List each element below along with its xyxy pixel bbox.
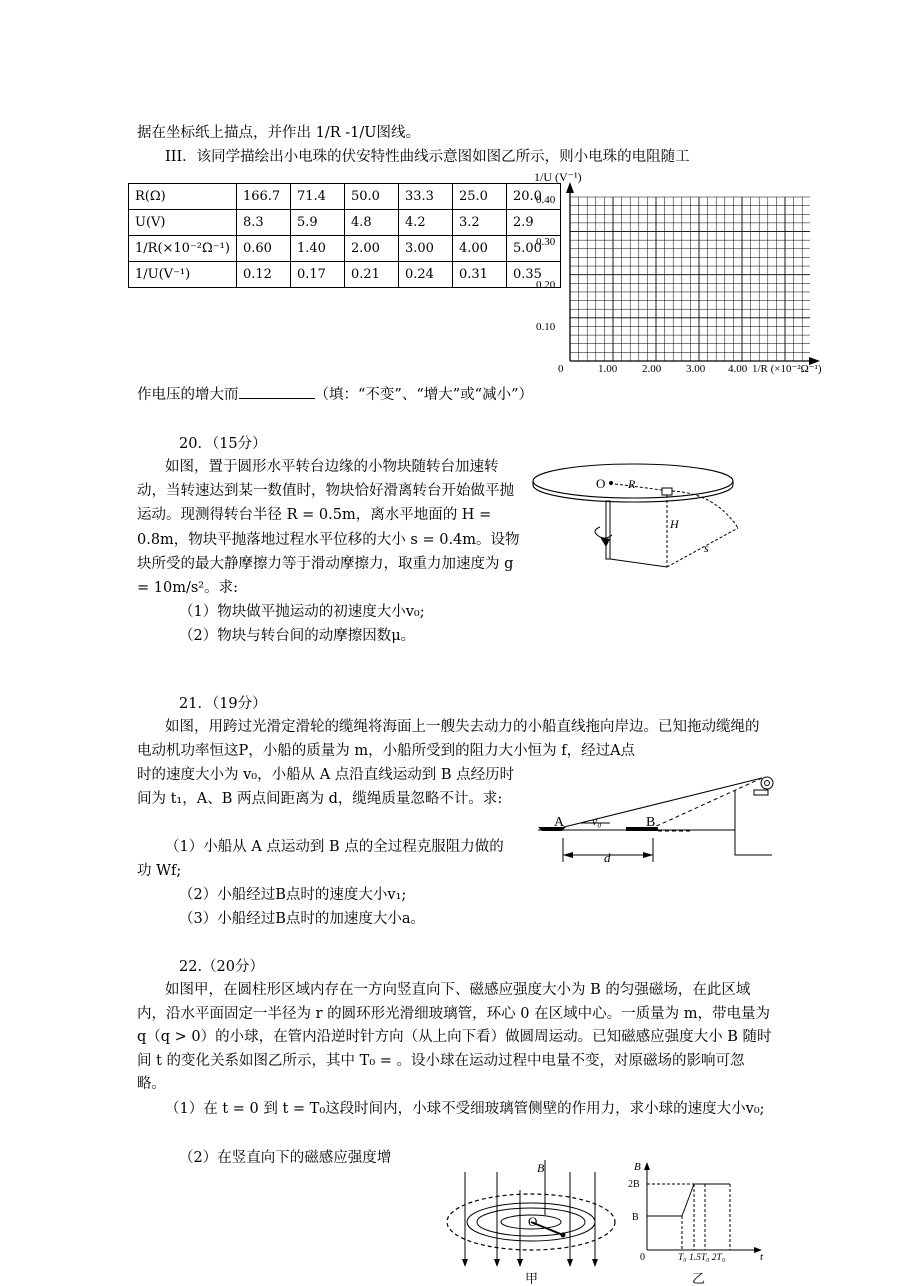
table-cell: 0.31: [452, 262, 506, 288]
y-tick-label: 0.20: [536, 279, 556, 291]
ring-figure: [445, 1160, 625, 1286]
table-row: [129, 210, 561, 236]
x-ticks: T₀ 1.5T₀ 2T₀: [678, 1253, 726, 1263]
point-b-label: B: [646, 815, 656, 830]
boat-figure: [530, 770, 775, 865]
table-cell: 25.0: [452, 184, 506, 210]
grid-chart: [530, 165, 860, 380]
y-axis-label: 1/U (V⁻¹): [534, 170, 582, 184]
cable-a: [556, 778, 762, 829]
b-rise: [682, 1184, 694, 1216]
shore: [735, 790, 772, 855]
x-axis-label: t: [760, 1251, 764, 1263]
q20-item-2: （2）物块与转台间的动摩擦因数μ。: [179, 628, 416, 644]
center-dot: [609, 481, 613, 485]
figure-caption: 甲: [525, 1271, 539, 1286]
intro-line-2: III．该同学描绘出小电珠的伏安特性曲线示意图如图乙所示，则小电珠的电阻随工: [165, 149, 690, 165]
q22-item-1: （1）在 t = 0 到 t = T₀这段时间内，小球不受细玻璃管侧壁的作用力，求小球的速度大小v₀;: [165, 1101, 765, 1117]
table-cell: 0.60: [236, 236, 290, 262]
b-t-graph: [628, 1160, 773, 1286]
origin-label: 0: [558, 363, 564, 375]
table-cell: 1/R(×10⁻²Ω⁻¹): [129, 236, 237, 262]
pulley-axle: [765, 781, 770, 786]
pulley: [761, 777, 773, 789]
y-tick-label: 0.10: [536, 321, 556, 333]
table-cell: 5.00: [506, 236, 560, 262]
x-tick-label: 1.00: [598, 363, 618, 375]
q20-item-1: （1）物块做平抛运动的初速度大小v₀;: [179, 604, 425, 620]
table-cell: 3.2: [452, 210, 506, 236]
x-tick-label: 2.00: [642, 363, 662, 375]
turntable-figure: [530, 455, 770, 575]
table-cell: 3.00: [398, 236, 452, 262]
intro-line-3-suffix: （填：“不变”、“增大”或“减小”）: [314, 387, 533, 403]
table-cell: 50.0: [344, 184, 398, 210]
field-arrowhead: [592, 1259, 598, 1267]
q21-item-1: （1）小船从 A 点运动到 B 点的全过程克服阻力做的功 Wf;: [137, 839, 504, 879]
intro-line-1: 据在坐标纸上描点，并作出 1/R -1/U图线。: [137, 125, 420, 141]
q21-item-3: （3）小船经过B点时的加速度大小a。: [179, 911, 426, 927]
field-arrowhead: [462, 1259, 468, 1267]
table-cell: 4.2: [398, 210, 452, 236]
origin-label: 0: [640, 1252, 645, 1263]
y-tick-2b: 2B: [628, 1179, 640, 1190]
x-tick-label: 3.00: [686, 363, 706, 375]
table-cell: 0.21: [344, 262, 398, 288]
field-arrowhead: [567, 1259, 573, 1267]
field-arrowhead: [517, 1259, 523, 1267]
q22-body: 如图甲，在圆柱形区域内存在一方向竖直向下、磁感应强度大小为 B 的匀强磁场，在此区域内，沿水平面固定一半径为 r 的圆环形光滑细玻璃管，环心 0 在区域中心。一质量为 m，带电量为 q（q > 0）的小球，在管内沿逆时针方向（从上向下看）做圆周运动。已知磁感应强度大小 B 随时间 t 的变化关系如图乙所示，其中 T₀ = 。设小球在运动过程中电量不变，对原磁场的影响可忽略。: [137, 982, 772, 1092]
intro-line-3-prefix: 作电压的增大而: [137, 387, 239, 403]
table-cell: 20.0: [506, 184, 560, 210]
table-cell: 4.00: [452, 236, 506, 262]
table-cell: 2.00: [344, 236, 398, 262]
table-cell: 71.4: [290, 184, 344, 210]
table-cell: 2.9: [506, 210, 560, 236]
height-label: H: [670, 517, 679, 531]
table-cell: R(Ω): [129, 184, 237, 210]
table-cell: U(V): [129, 210, 237, 236]
point-a-label: A: [554, 815, 565, 830]
ring-center-label: O: [528, 1214, 538, 1229]
distance-arrowhead-right: [643, 852, 653, 858]
data-table: [128, 183, 561, 288]
grid-lines: [570, 197, 810, 361]
table-cell: 33.3: [398, 184, 452, 210]
ground-line: [610, 559, 667, 567]
y-tick-b: B: [632, 1212, 639, 1223]
field-label: B: [537, 1161, 545, 1175]
table-cell: 0.12: [236, 262, 290, 288]
q21-body-2: 时的速度大小为 v₀，小船从 A 点沿直线运动到 B 点经历时间为 t₁，A、B 两点间距离为 d，缆绳质量忽略不计。求:: [137, 767, 515, 807]
table-row: [129, 184, 561, 210]
table-cell: 0.24: [398, 262, 452, 288]
y-axis-arrow: [644, 1162, 650, 1170]
table-row: [129, 262, 561, 288]
table-cell: 1.40: [290, 236, 344, 262]
table-cell: 0.35: [506, 262, 560, 288]
x-axis-label: 1/R (×10⁻²Ω⁻¹): [752, 363, 822, 375]
distance-arrowhead-left: [563, 852, 573, 858]
field-arrowhead: [494, 1259, 500, 1267]
displacement-line: [667, 528, 738, 567]
cable-b: [650, 778, 762, 829]
center-label: O: [596, 476, 606, 491]
y-tick-label: 0.40: [536, 194, 556, 206]
q21-body-1: 如图，用跨过光滑定滑轮的缆绳将海面上一艘失去动力的小船直线拖向岸边。已知拖动缆绳的电动机功率恒这P，小船的质量为 m，小船所受到的阻力大小恒为 f，经过A点: [137, 719, 760, 759]
q20-body: 如图，置于圆形水平转台边缘的小物块随转台加速转动，当转速达到某一数值时，物块恰好滑离转台开始做平抛运动。现测得转台半径 R = 0.5m，离水平地面的 H = 0.8m，物块平抛落地过程水平位移的大小 s = 0.4m。设物块所受的最大静摩擦力等于滑动摩擦力，取重力加速度为 g = 10m/s²。求:: [137, 459, 520, 597]
q22-heading: 22.（20分）: [179, 959, 265, 975]
turntable-shaft: [606, 501, 610, 559]
table-row: [129, 236, 561, 262]
motor: [754, 790, 768, 795]
table-cell: 166.7: [236, 184, 290, 210]
radius-label: R: [628, 477, 636, 491]
table-cell: 4.8: [344, 210, 398, 236]
table-cell: 1/U(V⁻¹): [129, 262, 237, 288]
q20-heading: 20．（15分）: [179, 436, 267, 452]
ball: [561, 1233, 566, 1238]
intro-line-3: [137, 383, 533, 404]
q21-item-2: （2）小船经过B点时的速度大小v₁;: [179, 887, 407, 903]
q21-heading: 21．（19分）: [179, 696, 267, 712]
rotation-arrow: [595, 527, 612, 538]
distance-label: d: [604, 850, 611, 865]
table-cell: 8.3: [236, 210, 290, 236]
figure-caption: 乙: [692, 1271, 706, 1286]
y-tick-label: 0.30: [536, 236, 556, 248]
displacement-label: s: [704, 541, 709, 555]
velocity-label: v₀: [592, 814, 602, 828]
rotation-arrowhead: [600, 537, 610, 547]
table-cell: 5.9: [290, 210, 344, 236]
x-tick-label: 4.00: [728, 363, 748, 375]
radius-line: [615, 484, 662, 490]
table-cell: 0.17: [290, 262, 344, 288]
answer-blank: [239, 384, 315, 399]
q22-item-2: （2）在竖直向下的磁感应强度增: [179, 1150, 392, 1166]
y-axis-label: B: [634, 1161, 641, 1173]
block: [662, 488, 672, 495]
